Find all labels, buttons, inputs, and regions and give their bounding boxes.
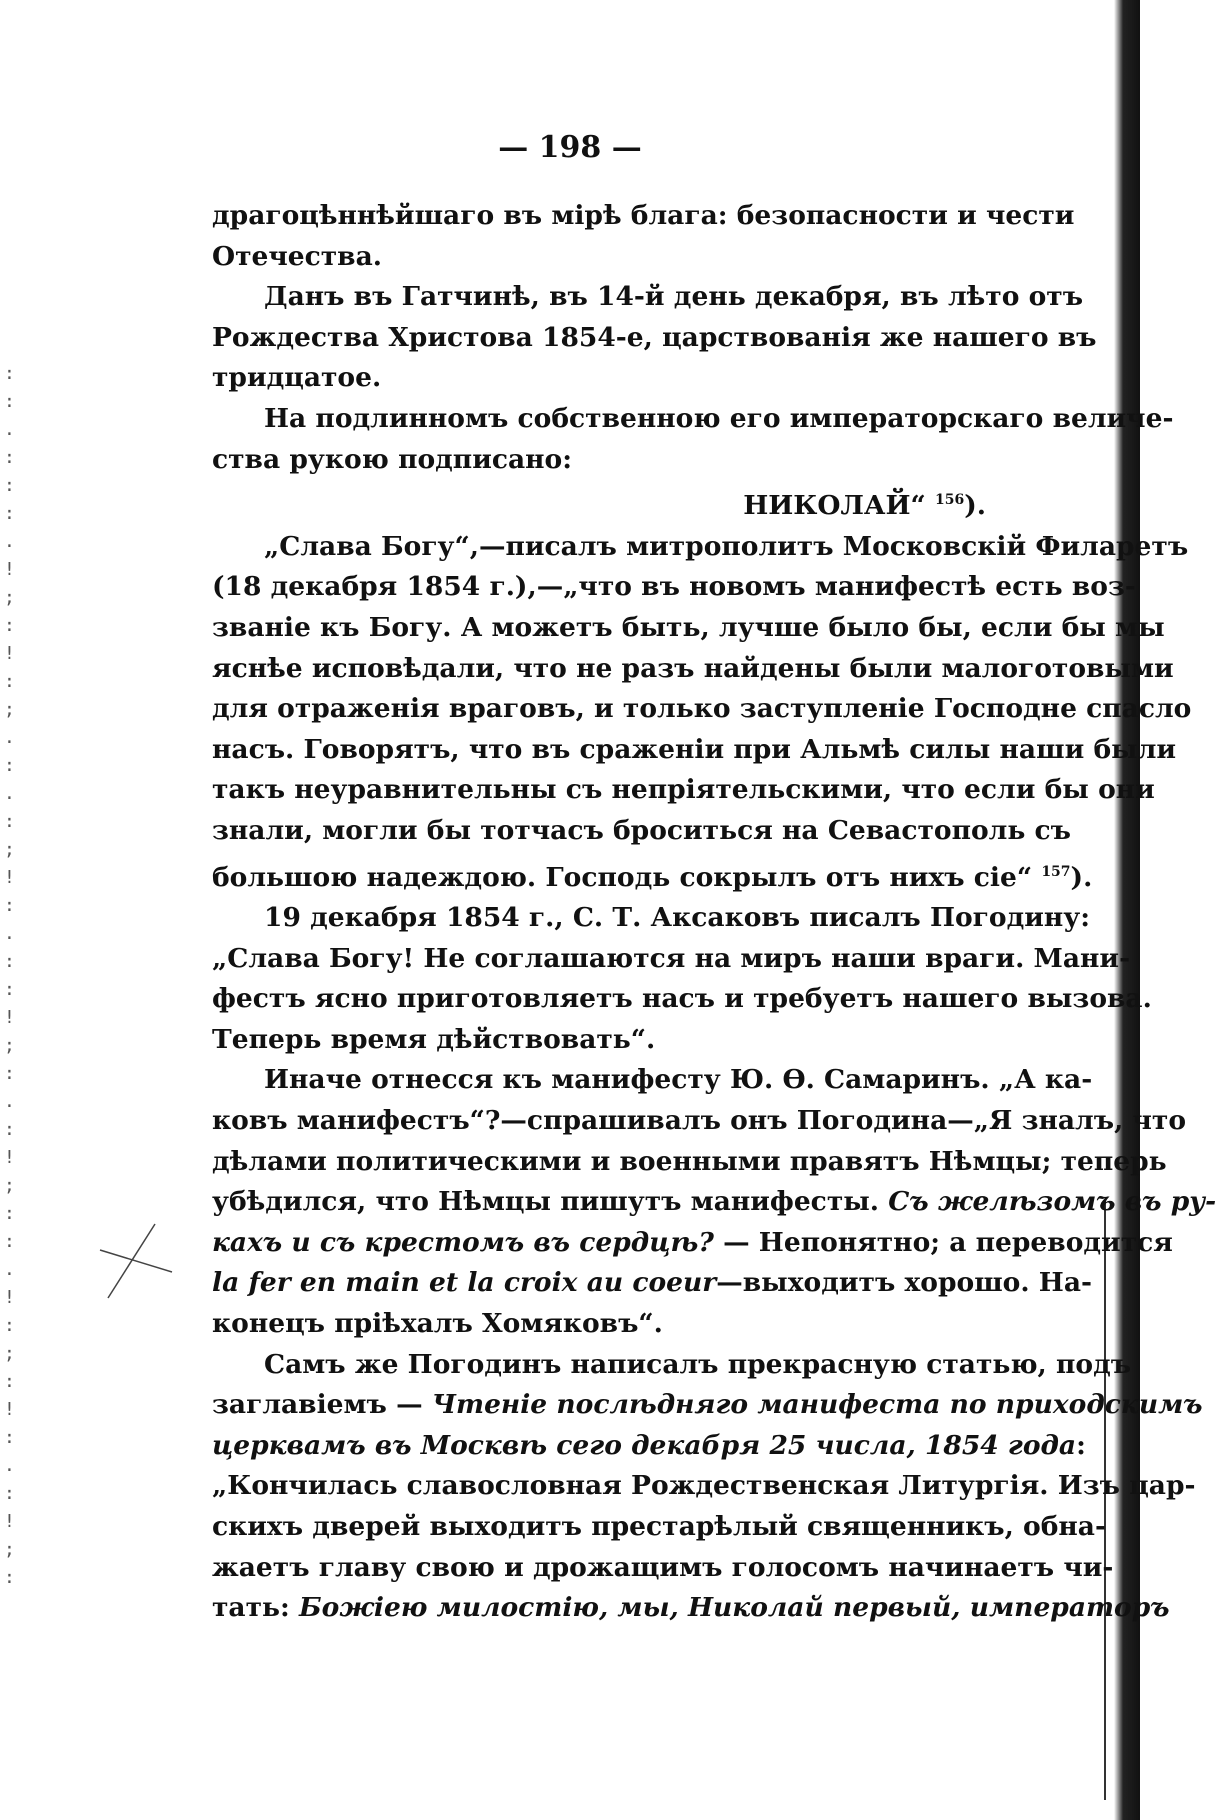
- text-segment: На подлинномъ собственною его императорскаго величе-: [264, 402, 1174, 434]
- text-segment: убѣдился, что Нѣмцы пишутъ манифесты.: [212, 1186, 889, 1218]
- text-line: [212, 237, 1034, 278]
- italic-segment: Съ желѣзомъ въ ру-: [888, 1186, 1216, 1218]
- text-line: [212, 1101, 1187, 1142]
- text-line: [212, 1223, 1173, 1264]
- text-segment: Теперь время дѣйствовать“.: [212, 1023, 656, 1055]
- text-line: [212, 730, 1177, 771]
- page-edge-shadow: [1114, 0, 1140, 1820]
- text-segment: ).: [964, 490, 986, 522]
- text-line: [212, 1182, 1216, 1223]
- text-line: [212, 196, 1075, 237]
- text-line: [212, 939, 1131, 980]
- text-segment: званіе къ Богу. А можетъ быть, лучше было бы, если бы мы: [212, 611, 1165, 643]
- text-segment: „Кончилась славословная Рождественская Литургія. Изъ цар-: [212, 1470, 1196, 1502]
- text-segment: Данъ въ Гатчинѣ, въ 14-й день декабря, въ лѣто отъ: [264, 281, 1084, 313]
- text-line: [212, 358, 1034, 399]
- text-segment: ковъ манифестъ“?—спрашивалъ онъ Погодина—„Я зналъ, что: [212, 1105, 1187, 1137]
- text-line: [212, 527, 1189, 568]
- text-segment: (18 декабря 1854 г.),—„что въ новомъ манифестѣ есть воз-: [212, 571, 1136, 603]
- text-line: [212, 1263, 1093, 1304]
- text-segment: 19 декабря 1854 г., С. Т. Аксаковъ писалъ Погодину:: [264, 902, 1091, 934]
- italic-segment: церквамъ въ Москвѣ сего декабря 25 числа, 1854 года: [212, 1429, 1077, 1461]
- text-segment: Отечества.: [212, 240, 382, 272]
- text-line: [212, 1548, 1114, 1589]
- text-segment: такъ неуравнительны съ непріятельскими, что если бы они: [212, 774, 1155, 806]
- body-text: [212, 196, 1216, 1629]
- text-segment: НИКОЛАЙ“: [743, 490, 935, 522]
- text-line: [212, 1507, 1106, 1548]
- text-segment: яснѣе исповѣдали, что не разъ найдены были малоготовыми: [212, 652, 1174, 684]
- text-segment: ).: [1070, 861, 1093, 893]
- text-segment: жаетъ главу свою и дрожащимъ голосомъ начинаетъ чи-: [212, 1551, 1114, 1583]
- text-segment: Иначе отнесся къ манифесту Ю. Ѳ. Самаринъ. „А ка-: [264, 1064, 1093, 1096]
- text-segment: конецъ пріѣхалъ Хомяковъ“.: [212, 1308, 663, 1340]
- text-line: [212, 1020, 1034, 1061]
- text-line: [212, 811, 1072, 852]
- text-segment: драгоцѣннѣйшаго въ мірѣ блага: безопасности и чести: [212, 200, 1075, 231]
- italic-segment: la fer en main et la croix au coeur: [212, 1267, 717, 1299]
- text-line: [212, 898, 1091, 939]
- text-line: [212, 852, 1093, 899]
- text-segment: фестъ ясно приготовляетъ насъ и требуетъ нашего вызова.: [212, 983, 1152, 1015]
- text-line: [212, 979, 1152, 1020]
- text-line: [212, 649, 1174, 690]
- footnote-ref: 157: [1041, 863, 1071, 880]
- italic-segment: кахъ и съ крестомъ въ сердцѣ?: [212, 1226, 714, 1258]
- text-segment: большою надеждою. Господь сокрылъ отъ нихъ сіе“: [212, 861, 1042, 893]
- text-line: [212, 608, 1165, 649]
- text-line: [212, 1588, 1170, 1629]
- text-line: [212, 1466, 1196, 1507]
- text-segment: „Слава Богу! Не соглашаются на миръ наши враги. Мани-: [212, 942, 1131, 974]
- italic-segment: Божіею милостію, мы, Николай первый, императоръ: [299, 1592, 1170, 1624]
- text-line: [212, 1060, 1093, 1101]
- text-segment: — Непонятно; а переводится: [713, 1226, 1173, 1258]
- footnote-ref: 156: [935, 492, 965, 509]
- text-segment: „Слава Богу“,—писалъ митрополитъ Московскій Филаретъ: [264, 530, 1189, 562]
- text-line: [212, 1142, 1167, 1183]
- text-segment: тридцатое.: [212, 362, 382, 394]
- text-line: [212, 277, 1084, 318]
- page-number: — 198 —: [498, 130, 642, 165]
- text-segment: для отраженія враговъ, и только заступленіе Господне спасло: [212, 693, 1192, 725]
- text-line: [212, 318, 1097, 359]
- text-segment: заглавіемъ —: [212, 1389, 432, 1421]
- text-segment: тать:: [212, 1592, 300, 1624]
- text-line: [212, 770, 1155, 811]
- text-segment: :: [1076, 1429, 1086, 1461]
- margin-scan-marks: : : . : : : . ! ; : ! : ; . : . : ; ! : . : : ! ; : . : ! ; : : . ! : ; : ! : . : ! ; :: [4, 363, 17, 1588]
- text-segment: скихъ дверей выходитъ престарѣлый священникъ, обна-: [212, 1511, 1106, 1542]
- text-line: [212, 1304, 1034, 1345]
- text-line: [212, 399, 1174, 440]
- italic-segment: Чтеніе послѣдняго манифеста по приходскимъ: [431, 1389, 1203, 1421]
- text-segment: знали, могли бы тотчасъ броситься на Севастополь съ: [212, 814, 1072, 846]
- text-line: [212, 440, 1034, 481]
- pencil-cross-mark: [90, 1220, 180, 1300]
- signature-line: [212, 480, 1034, 527]
- text-line: [212, 567, 1136, 608]
- text-line: [212, 1385, 1203, 1426]
- text-line: [212, 689, 1192, 730]
- text-segment: —выходитъ хорошо. На-: [716, 1267, 1093, 1299]
- text-segment: дѣлами политическими и военными правятъ Нѣмцы; теперь: [212, 1145, 1167, 1177]
- text-line: [212, 1426, 1086, 1467]
- text-segment: Рождества Христова 1854-е, царствованія же нашего въ: [212, 321, 1097, 353]
- text-segment: Самъ же Погодинъ написалъ прекрасную статью, подъ: [264, 1348, 1132, 1380]
- text-segment: насъ. Говорятъ, что въ сраженіи при Альмѣ силы наши были: [212, 733, 1177, 765]
- text-segment: ства рукою подписано:: [212, 443, 573, 475]
- text-line: [212, 1345, 1132, 1386]
